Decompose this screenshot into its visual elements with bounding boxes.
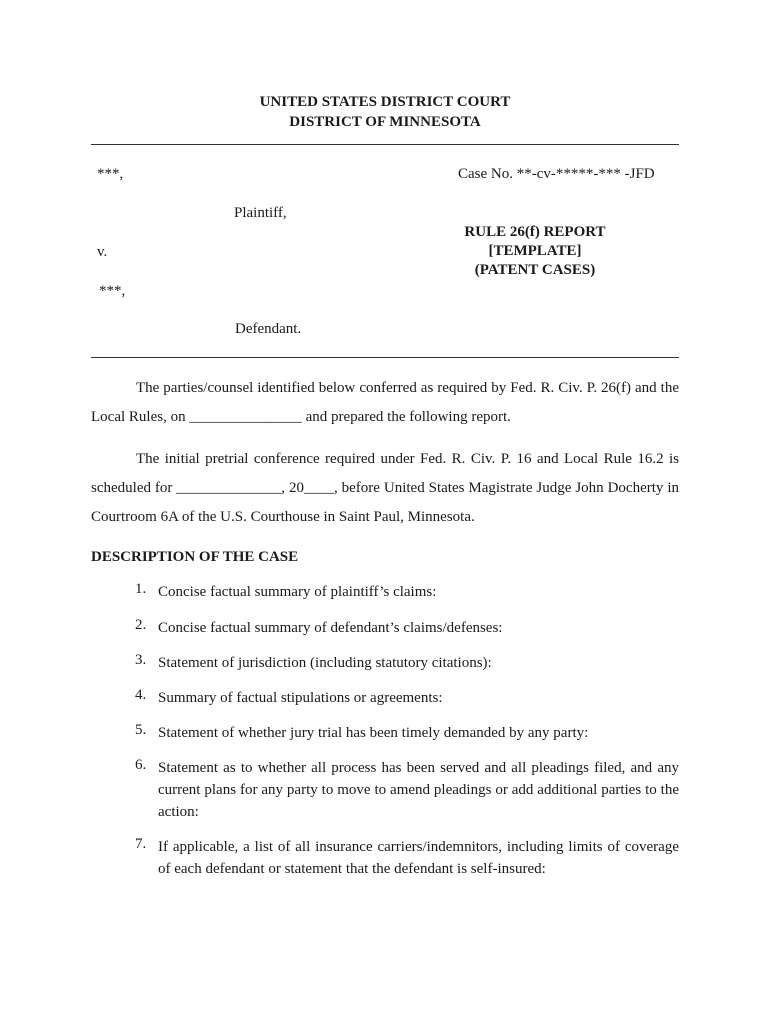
list-item-text: If applicable, a list of all insurance carriers/indemnitors, including limits of coverage of each defendant or statement that the defendant is self-insured: (158, 839, 679, 877)
plaintiff-name: ***, (97, 166, 124, 182)
list-item-number: 1. (135, 581, 147, 597)
list-item (135, 687, 679, 709)
case-number: Case No. **-cv-*****-*** -JFD (458, 166, 655, 182)
report-subtitle: [TEMPLATE] (488, 243, 582, 259)
list-item (135, 722, 679, 744)
list-item (135, 652, 679, 674)
court-name: UNITED STATES DISTRICT COURT (259, 94, 511, 110)
list-item-text: Statement of whether jury trial has been timely demanded by any party: (158, 725, 589, 741)
defendant-name: ***, (99, 283, 126, 299)
list-item (135, 757, 679, 823)
list-item-text: Concise factual summary of plaintiff’s claims: (158, 584, 437, 600)
pretrial-paragraph: The initial pretrial conference required under Fed. R. Civ. P. 16 and Local Rule 16.2 is scheduled for ______________, 20____, before United States Magistrate Judge John Docherty in Courtroom 6A of the U.S. Courthouse in Saint Paul, Minnesota. (91, 451, 679, 525)
list-item-number: 3. (135, 652, 147, 668)
list-item (135, 581, 679, 603)
list-item (135, 836, 679, 880)
list-item-number: 7. (135, 836, 147, 852)
caption-divider (91, 357, 679, 358)
list-item-number: 4. (135, 687, 147, 703)
list-item-text: Concise factual summary of defendant’s claims/defenses: (158, 620, 503, 636)
list-item (135, 617, 679, 639)
list-item-text: Statement as to whether all process has been served and all pleadings filed, and any current plans for any party to move to amend pleadings or add additional parties to the action: (158, 760, 679, 820)
district-name: DISTRICT OF MINNESOTA (289, 114, 481, 130)
report-title: RULE 26(f) REPORT (464, 224, 606, 240)
list-item-text: Statement of jurisdiction (including statutory citations): (158, 655, 492, 671)
list-item-number: 5. (135, 722, 147, 738)
report-case-type: (PATENT CASES) (474, 262, 596, 278)
section-heading: DESCRIPTION OF THE CASE (91, 549, 299, 565)
list-item-number: 6. (135, 757, 147, 773)
top-divider (91, 144, 679, 145)
list-item-number: 2. (135, 617, 147, 633)
versus-label: v. (97, 244, 108, 260)
list-item-text: Summary of factual stipulations or agreements: (158, 690, 443, 706)
conference-paragraph: The parties/counsel identified below conferred as required by Fed. R. Civ. P. 26(f) and the Local Rules, on _______________ and prepared the following report. (91, 380, 679, 425)
defendant-label: Defendant. (235, 321, 302, 337)
plaintiff-label: Plaintiff, (234, 205, 287, 221)
